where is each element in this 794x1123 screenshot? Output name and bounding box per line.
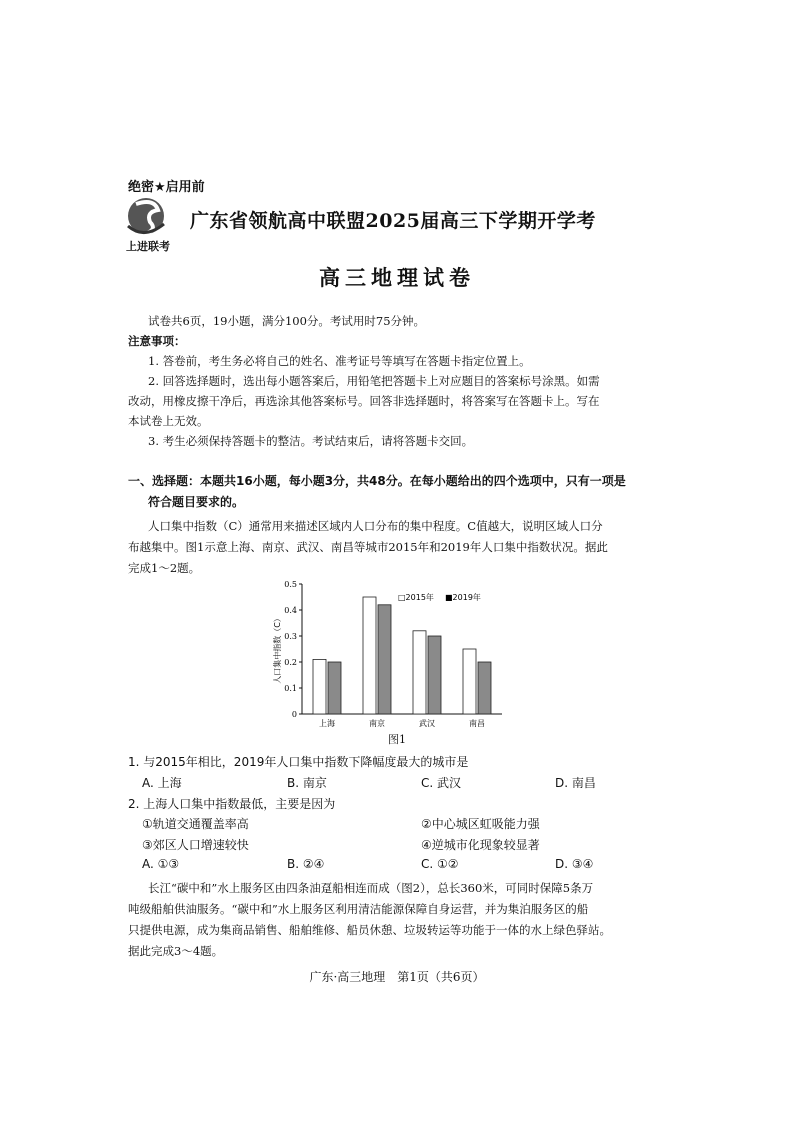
q2-statement: ②中心城区虹吸能力强	[421, 817, 540, 831]
bar-2019年	[328, 662, 341, 714]
q2-option-b[interactable]: B. ②④	[287, 857, 325, 871]
passage-line: 布越集中。图1示意上海、南京、武汉、南昌等城市2015年和2019年人口集中指数状况。据此	[128, 540, 608, 554]
legend-entry: ■2019年	[445, 593, 481, 602]
q2-statement: ③郊区人口增速较快	[142, 838, 249, 852]
y-tick-label: 0.4	[284, 606, 297, 615]
q2-option-c[interactable]: C. ①②	[421, 857, 459, 871]
exam-intro: 试卷共6页，19小题，满分100分。考试用时75分钟。	[148, 314, 426, 328]
y-tick-label: 0	[291, 710, 297, 719]
q1-option-b[interactable]: B. 南京	[287, 776, 327, 790]
q2-statement: ④逆城市化现象较显著	[421, 838, 540, 852]
passage-line: 吨级船舶供油服务。“碳中和”水上服务区利用清洁能源保障自身运营，并为集泊服务区的船	[128, 902, 589, 916]
x-tick-label: 南昌	[469, 719, 485, 728]
notice-item: 2. 回答选择题时，选出每小题答案后，用铅笔把答题卡上对应题目的答案标号涂黑。如需	[148, 374, 600, 388]
bar-2019年	[478, 662, 491, 714]
question-1-stem: 1. 与2015年相比，2019年人口集中指数下降幅度最大的城市是	[128, 755, 469, 769]
bar-2019年	[378, 605, 391, 714]
q1-option-a[interactable]: A. 上海	[142, 776, 182, 790]
notice-item: 改动，用橡皮擦干净后，再选涂其他答案标号。回答非选择题时，将答案写在答题卡上。写在	[128, 394, 600, 408]
passage-line: 长江“碳中和”水上服务区由四条油趸船相连而成（图2），总长360米，可同时保障5条万	[148, 881, 594, 895]
section-title-cont: 符合题目要求的。	[148, 495, 245, 509]
notice-title: 注意事项：	[128, 334, 186, 348]
section-title: 一、选择题：本题共16小题，每小题3分，共48分。在每小题给出的四个选项中，只有一项是	[128, 474, 626, 488]
population-chart	[270, 576, 510, 746]
y-tick-label: 0.3	[284, 632, 297, 641]
notice-item: 本试卷上无效。	[128, 414, 209, 428]
bar-2015年	[313, 659, 326, 714]
logo-text: 上进联考	[126, 240, 170, 253]
y-tick-label: 0.1	[284, 684, 297, 693]
x-tick-label: 南京	[369, 719, 385, 728]
question-2-stem: 2. 上海人口集中指数最低，主要是因为	[128, 797, 336, 811]
secret-label: 绝密★启用前	[128, 180, 205, 195]
passage-line: 据此完成3～4题。	[128, 944, 224, 958]
y-tick-label: 0.2	[284, 658, 297, 667]
y-tick-label: 0.5	[284, 580, 297, 589]
x-tick-label: 武汉	[419, 719, 435, 728]
q2-statement: ①轨道交通覆盖率高	[142, 817, 249, 831]
legend-entry: □2015年	[398, 593, 434, 602]
exam-title: 广东省领航高中联盟2025届高三下学期开学考	[190, 210, 596, 232]
bar-2019年	[428, 636, 441, 714]
bar-2015年	[413, 631, 426, 714]
figure-caption: 图1	[388, 733, 406, 746]
q1-option-c[interactable]: C. 武汉	[421, 776, 462, 790]
x-tick-label: 上海	[319, 719, 335, 728]
passage-line: 只提供电源，成为集商品销售、船舶维修、船员休憩、垃圾转运等功能于一体的水上绿色驿站。	[128, 923, 611, 937]
notice-item: 1. 答卷前，考生务必将自己的姓名、准考证号等填写在答题卡指定位置上。	[148, 354, 531, 368]
bar-2015年	[363, 597, 376, 714]
page-footer: 广东·高三地理 第1页（共6页）	[309, 970, 485, 984]
exam-subtitle: 高三地理试卷	[319, 266, 475, 290]
q1-option-d[interactable]: D. 南昌	[555, 776, 596, 790]
passage-line: 人口集中指数（C）通常用来描述区域内人口分布的集中程度。C值越大，说明区域人口分	[148, 519, 603, 533]
y-axis-label: 人口集中指数（C）	[273, 614, 282, 684]
q2-option-d[interactable]: D. ③④	[555, 857, 594, 871]
passage-line: 完成1～2题。	[128, 561, 201, 575]
notice-item: 3. 考生必须保持答题卡的整洁。考试结束后，请将答题卡交回。	[148, 434, 474, 448]
q2-option-a[interactable]: A. ①③	[142, 857, 180, 871]
bar-2015年	[463, 649, 476, 714]
